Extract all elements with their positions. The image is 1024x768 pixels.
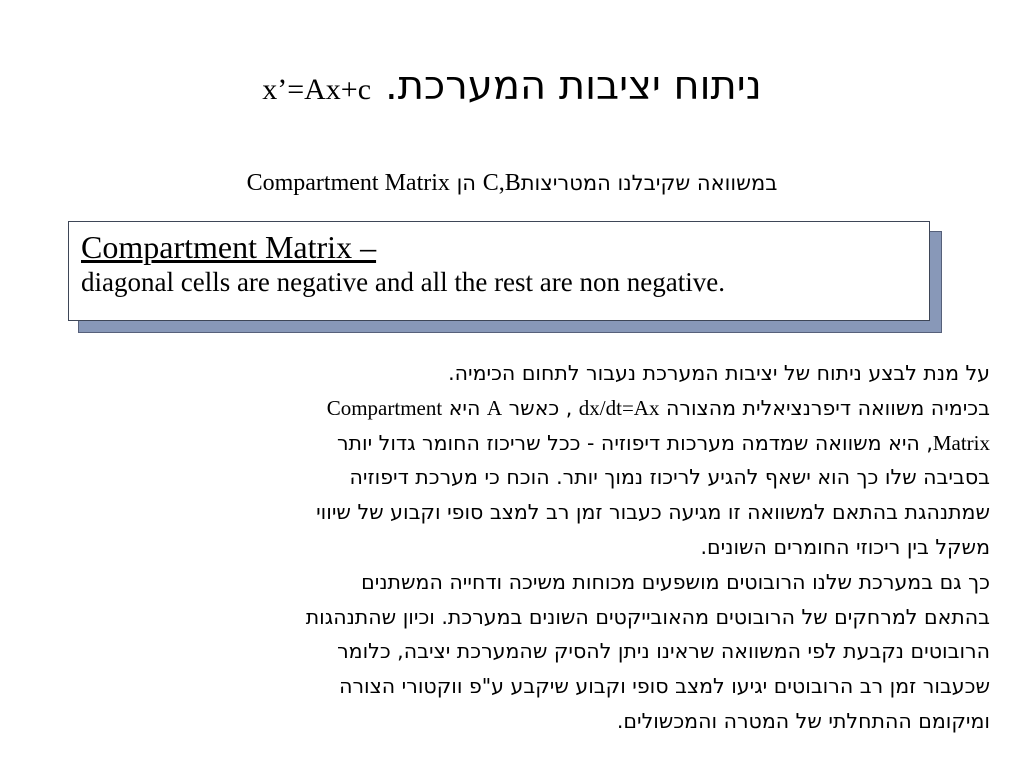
subtitle-term: Compartment Matrix	[246, 170, 450, 196]
definition-text: diagonal cells are negative and all the rest are non negative.	[81, 267, 725, 298]
definition-box	[68, 221, 930, 321]
subtitle	[0, 170, 1024, 197]
body-line: בסביבה שלו כך הוא ישאף להגיע לריכוז נמוך יותר. הוכח כי מערכת דיפוזיה	[349, 465, 990, 490]
body-matrix-a: A	[486, 395, 503, 420]
slide-title	[0, 62, 1024, 110]
body-line3-rest: , היא משוואה שמדמה מערכות דיפוזיה - ככל שריכוז החומר גדול יותר	[336, 430, 933, 455]
body-line2-c: היא	[442, 395, 487, 420]
body-line: בהתאם למרחקים של הרובוטים מהאובייקטים השונים במערכת. וכיון שהתנהגות	[305, 604, 990, 629]
subtitle-matrices: C,B	[482, 170, 521, 196]
subtitle-prefix: במשוואה שקיבלנו המטריצות	[520, 171, 778, 195]
body-line: שכעבור זמן רב הרובוטים יגיעו למצב סופי וקבוע שיקבע ע"פ ווקטורי הצורה	[339, 674, 990, 699]
subtitle-middle: הן	[449, 171, 483, 195]
body-line: שמתנהגת בהתאם למשוואה זו מגיעה כעבור זמן רב למצב סופי וקבוע של שיווי	[316, 500, 990, 525]
definition-heading: Compartment Matrix –	[81, 229, 377, 265]
body-line	[20, 426, 990, 461]
body-equation: dx/dt=Ax	[578, 395, 660, 420]
body-line2-b: , כאשר	[502, 395, 579, 420]
body-line: משקל בין ריכוזי החומרים השונים.	[700, 534, 990, 559]
body-line: על מנת לבצע ניתוח של יציבות המערכת נעבור לתחום הכימיה.	[448, 361, 990, 385]
body-line: הרובוטים נקבעת לפי המשוואה שראינו ניתן להסיק שהמערכת יציבה, כלומר	[337, 639, 990, 664]
body-term-matrix: Matrix	[932, 430, 990, 455]
body-line: ומיקומם ההתחלתי של המטרה והמכשולים.	[616, 708, 990, 733]
body-term-compartment: Compartment	[326, 395, 443, 420]
body-paragraph	[20, 356, 990, 739]
title-hebrew: ניתוח יציבות המערכת.	[385, 63, 762, 109]
body-line	[20, 391, 990, 426]
title-equation: x’=Ax+c	[262, 73, 372, 106]
body-line2-a: בכימיה משוואה דיפרנציאלית מהצורה	[659, 395, 990, 420]
body-line: כך גם במערכת שלנו הרובוטים מושפעים מכוחות משיכה ודחייה המשתנים	[361, 569, 990, 594]
